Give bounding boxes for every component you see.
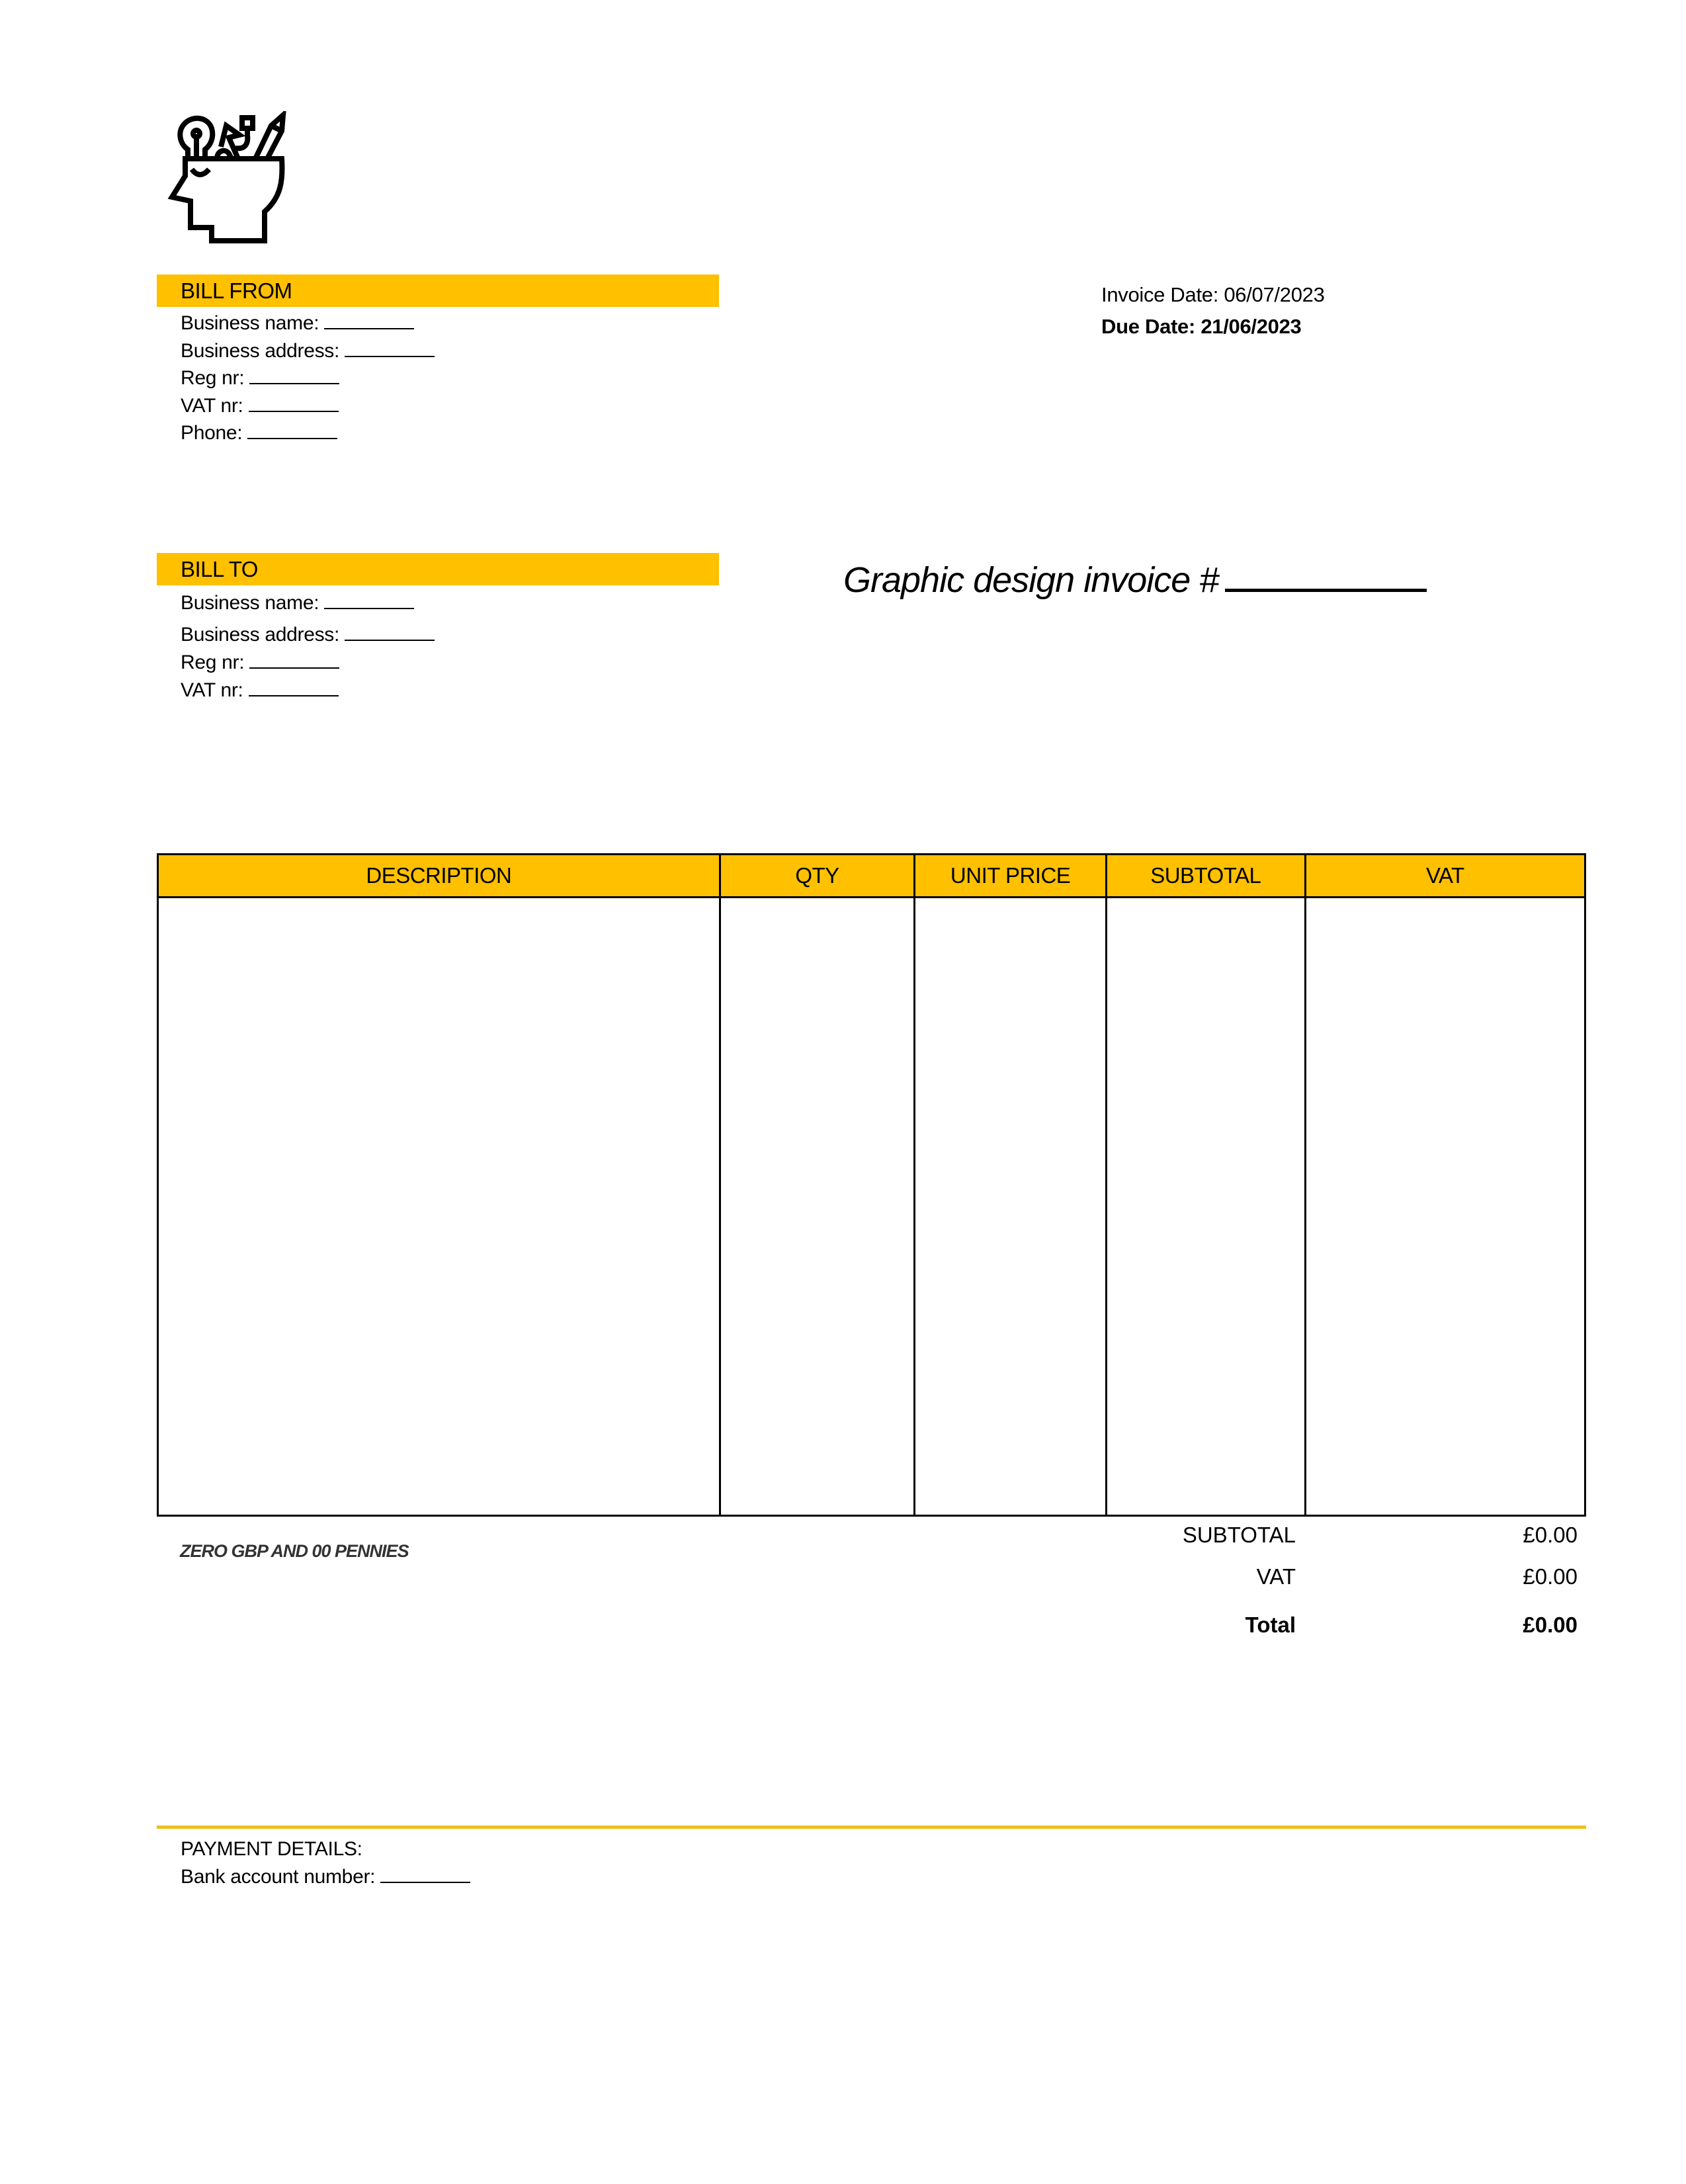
subtotal-value: £0.00 bbox=[1523, 1523, 1578, 1547]
bill-to-header bbox=[157, 553, 719, 585]
bill-to-vat-nr[interactable]: VAT nr: bbox=[181, 679, 435, 707]
totals-summary bbox=[1124, 1523, 1578, 1648]
bank-account-number-blank[interactable] bbox=[380, 1866, 470, 1883]
invoice-title bbox=[843, 560, 1427, 601]
bank-account-number[interactable]: Bank account number: bbox=[181, 1863, 470, 1891]
bill-from-phone-blank[interactable] bbox=[247, 422, 337, 439]
column-header-qty: QTY bbox=[720, 855, 915, 898]
bill-from-business-name-blank[interactable] bbox=[324, 312, 414, 329]
bill-from-business-address[interactable]: Business address: bbox=[181, 340, 435, 368]
payment-details bbox=[181, 1835, 470, 1891]
unit-price-cell[interactable] bbox=[915, 898, 1107, 1516]
total-value: £0.00 bbox=[1523, 1613, 1578, 1637]
subtotal-label: SUBTOTAL bbox=[1182, 1523, 1296, 1547]
vat-value: £0.00 bbox=[1523, 1564, 1578, 1589]
items-table-header bbox=[158, 855, 1585, 898]
vat-label: VAT bbox=[1256, 1564, 1296, 1589]
column-header-subtotal: SUBTOTAL bbox=[1106, 855, 1305, 898]
bill-to-reg-nr[interactable]: Reg nr: bbox=[181, 651, 435, 679]
bill-from-reg-nr[interactable]: Reg nr: bbox=[181, 367, 435, 395]
vat-cell[interactable] bbox=[1305, 898, 1585, 1516]
due-date-row bbox=[1101, 310, 1325, 341]
payment-heading: PAYMENT DETAILS: bbox=[181, 1838, 362, 1860]
invoice-dates bbox=[1101, 278, 1325, 341]
total-row bbox=[1124, 1613, 1578, 1654]
column-header-unit-price: UNIT PRICE bbox=[915, 855, 1107, 898]
subtotal-row bbox=[1124, 1523, 1578, 1564]
invoice-date-label: Invoice Date: bbox=[1101, 283, 1219, 306]
amount-in-words: ZERO GBP AND 00 PENNIES bbox=[180, 1541, 409, 1561]
total-label: Total bbox=[1245, 1613, 1296, 1637]
bill-from-fields bbox=[181, 312, 435, 450]
vat-row bbox=[1124, 1564, 1578, 1606]
bill-to-business-address[interactable]: Business address: bbox=[181, 624, 435, 651]
due-date-label: Due Date: bbox=[1101, 315, 1195, 338]
bill-to-reg-nr-blank[interactable] bbox=[249, 651, 339, 669]
bill-to-business-address-blank[interactable] bbox=[345, 624, 435, 641]
bill-to-business-name-blank[interactable] bbox=[324, 592, 414, 609]
bill-to-business-name[interactable]: Business name: bbox=[181, 592, 435, 624]
bill-from-heading: BILL FROM bbox=[181, 278, 292, 303]
bill-from-business-address-blank[interactable] bbox=[345, 340, 435, 357]
creative-head-icon bbox=[165, 111, 294, 243]
column-header-vat: VAT bbox=[1305, 855, 1585, 898]
bill-from-reg-nr-blank[interactable] bbox=[249, 367, 339, 384]
invoice-date-row bbox=[1101, 278, 1325, 310]
bill-to-vat-nr-blank[interactable] bbox=[249, 679, 339, 696]
invoice-title-text: Graphic design invoice # bbox=[843, 560, 1219, 600]
description-cell[interactable] bbox=[158, 898, 720, 1516]
bill-from-vat-nr-blank[interactable] bbox=[249, 395, 339, 412]
subtotal-cell[interactable] bbox=[1106, 898, 1305, 1516]
bill-to-fields bbox=[181, 592, 435, 707]
column-header-description: DESCRIPTION bbox=[158, 855, 720, 898]
bill-to-heading: BILL TO bbox=[181, 557, 258, 581]
qty-cell[interactable] bbox=[720, 898, 915, 1516]
bill-from-vat-nr[interactable]: VAT nr: bbox=[181, 395, 435, 423]
bill-from-phone[interactable]: Phone: bbox=[181, 422, 435, 450]
bill-from-header bbox=[157, 274, 719, 307]
table-row bbox=[158, 898, 1585, 1516]
bill-from-business-name[interactable]: Business name: bbox=[181, 312, 435, 340]
invoice-number-blank[interactable] bbox=[1225, 562, 1427, 592]
payment-divider bbox=[157, 1826, 1586, 1829]
due-date-value[interactable]: 21/06/2023 bbox=[1201, 315, 1302, 338]
invoice-date-value[interactable]: 06/07/2023 bbox=[1224, 283, 1325, 306]
items-table bbox=[157, 853, 1586, 1517]
